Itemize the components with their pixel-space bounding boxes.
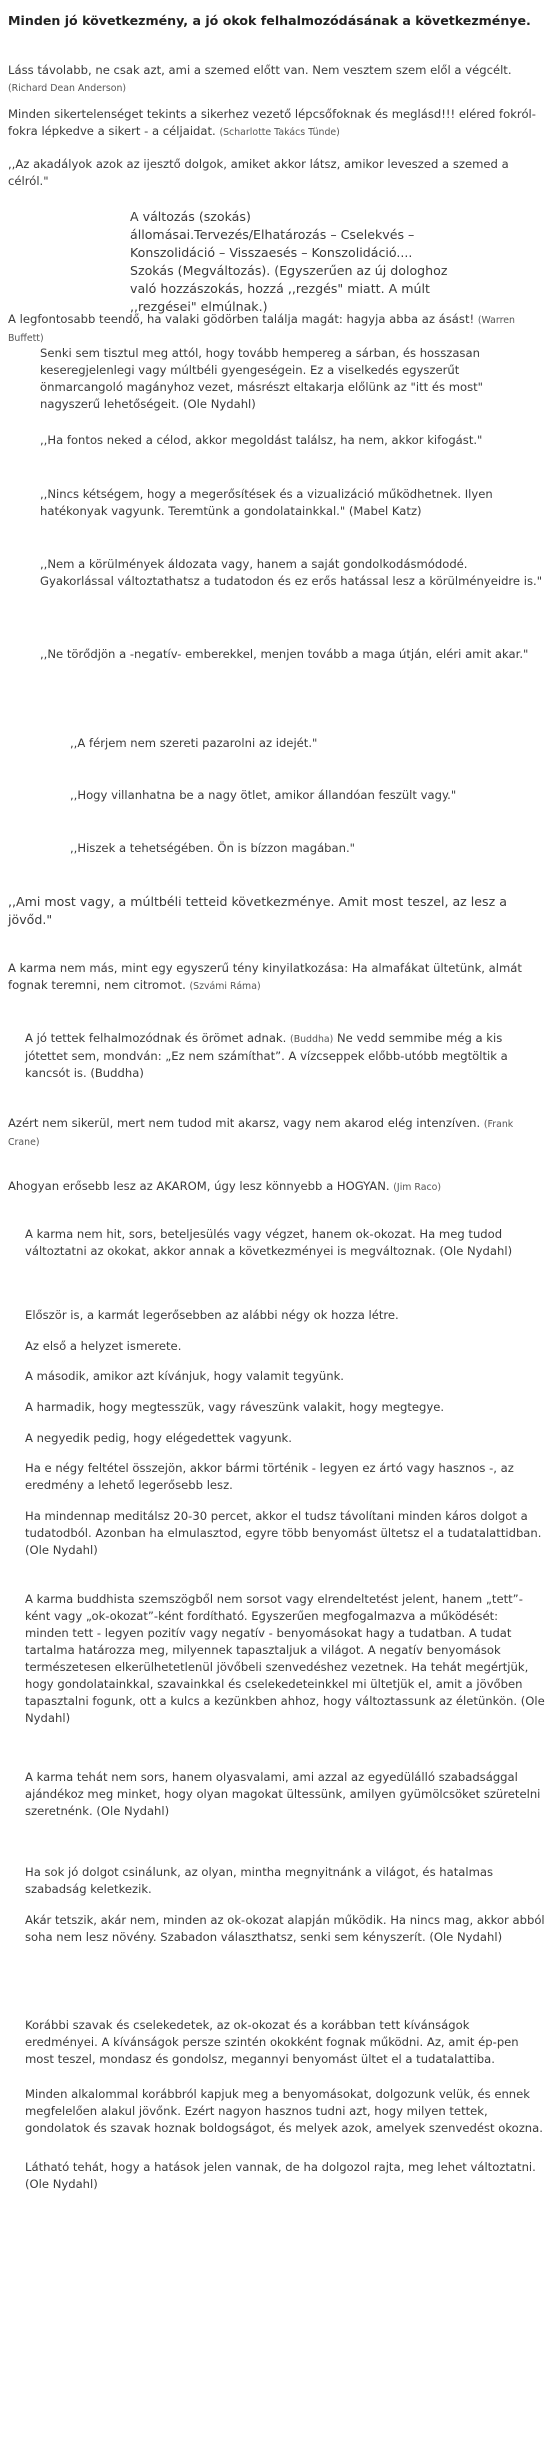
- quote-source: (Jim Raco): [393, 1182, 442, 1193]
- quote-19: A karma nem hit, sors, beteljesülés vagy végzet, hanem ok-okozat. Ha meg tudod változtatni az okokat, akkor annak a következményei is megváltoznak. (Ole Nydahl): [25, 1227, 513, 1258]
- quote-16: [25, 1030, 545, 1082]
- quote-text-continued: Ne vedd semmibe még a kis jótettet sem, mondván: „Ez nem számíthat”. A vízcseppek előbb-utóbb megtöltik a kancsót is. (Buddha): [25, 1031, 508, 1080]
- quote-source: (Richard Dean Anderson): [8, 83, 127, 94]
- quote-text: Láss távolabb, ne csak azt, ami a szemed előtt van. Nem vesztem szem elől a végcélt.: [8, 63, 512, 77]
- quote-12: ,,Hogy villanhatna be a nagy ötlet, amikor állandóan feszült vagy.": [70, 788, 457, 802]
- karma-conditions: Ha e négy feltétel összejön, akkor bármi történik - legyen ez ártó vagy hasznos -, az eredmény a lehető legerősebb lesz.: [25, 1461, 514, 1492]
- quote-7: ,,Ha fontos neked a célod, akkor megoldást találsz, ha nem, akkor kifogást.": [40, 433, 483, 447]
- quote-8: ,,Nincs kétségem, hogy a megerősítések és a vizualizáció működhetnek. Ilyen hatékonyak vagyunk. Teremtünk a gondolatainkkal." (Mabel Katz): [40, 487, 493, 518]
- quote-text: Ahogyan erősebb lesz az AKAROM, úgy lesz könnyebb a HOGYAN.: [8, 1179, 390, 1193]
- quote-text: Azért nem sikerül, mert nem tudod mit akarsz, vagy nem akarod elég intenzíven.: [8, 1116, 481, 1130]
- quote-15: [8, 960, 543, 995]
- quote-source: (Warren Buffett): [8, 315, 515, 344]
- quote-17: [8, 1115, 543, 1151]
- karma-cause-4: A negyedik pedig, hogy elégedettek vagyunk.: [25, 1431, 292, 1445]
- quote-5: [8, 311, 548, 347]
- quote-text: A legfontosabb teendő, ha valaki gödörben találja magát: hagyja abba az ásást!: [8, 312, 475, 326]
- karma-change: Látható tehát, hogy a hatások jelen vannak, de ha dolgozol rajta, meg lehet változtatni. (Ole Nydahl): [25, 2160, 536, 2191]
- quote-18: [8, 1178, 543, 1196]
- karma-cause-3: A harmadik, hogy megtesszük, vagy ráveszünk valakit, hogy megtegye.: [25, 1400, 445, 1414]
- karma-freedom: A karma tehát nem sors, hanem olyasvalami, ami azzal az egyedülálló szabadsággal ajándékoz meg minket, hogy olyan magokat ültessünk, amilyen gyümölcsöket szüretelni szeretnénk. (Ole Nydahl): [25, 1770, 541, 1818]
- quote-source: (Frank Crane): [8, 1119, 514, 1148]
- karma-intro: Először is, a karmát legerősebben az alábbi négy ok hozza létre.: [25, 1308, 399, 1322]
- quote-1: [8, 62, 528, 97]
- quote-2: [8, 106, 538, 141]
- quote-text: A karma nem más, mint egy egyszerű tény kinyilatkozása: Ha almafákat ültetünk, almát fognak teremni, nem citromot.: [8, 961, 522, 992]
- karma-good-deeds: Ha sok jó dolgot csinálunk, az olyan, mintha megnyitnánk a világot, és hatalmas szabadság keletkezik.: [25, 1865, 494, 1896]
- karma-cause-effect: Akár tetszik, akár nem, minden az ok-okozat alapján működik. Ha nincs mag, akkor abból soha nem lesz növény. Szabadon választhatsz, senki sem kényszerít. (Ole Nydahl): [25, 1913, 545, 1944]
- karma-meditation: Ha mindennap meditálsz 20-30 percet, akkor el tudsz távolítani minden káros dolgot a tudatodból. Azonban ha elmulasztod, egyre több benyomást ültetsz el a tudatalattidban. (Ole Nydahl): [25, 1509, 542, 1557]
- quote-11: ,,A férjem nem szereti pazarolni az idejét.": [70, 736, 318, 750]
- karma-impressions: Minden alkalommal korábbról kapjuk meg a benyomásokat, dolgozunk velük, és ennek megfelelően alakul jövőnk. Ezért nagyon hasznos tudni azt, hogy milyen tettek, gondolatok és szavak hoznak boldogságot, és melyek azok, amelyek szenvedést okozna.: [25, 2087, 543, 2135]
- karma-cause-1: Az első a helyzet ismerete.: [25, 1339, 182, 1353]
- quote-6: Senki sem tisztul meg attól, hogy tovább hempereg a sárban, és hosszasan keseregjelenlegi vagy múltbéli gyengeségein. Ez a viselkedés egyszerűt önmarcangoló magányhoz vezet, másrészt eltakarja előlünk az "itt és most" nagyszerű lehetőségeit. (Ole Nydahl): [40, 346, 484, 411]
- karma-buddhist-view: A karma buddhista szemszögből nem sorsot vagy elrendeltetést jelent, hanem „tett”-ként vagy „ok-okozat”-ként fordítható. Egyszerűen megfogalmazva a működését: minden tett - legyen pozitív vagy negatív - benyomásokat hagy a tudatban. A tudat tartalma határozza meg, milyennek tapasztaljuk a világot. A negatív benyomások természetesen elkerülhetetlenül jövőbeli szenvedéshez vezetnek. Ha tehát megértjük, hogy gondolatainkkal, szavainkkal és cselekedeteinkkel mi ültetjük el, amit a jövőben tapasztalni fogunk, ott a kulcs a kezünkben ahhoz, hogy változtassunk az életünkön. (Ole Nydahl): [25, 1592, 545, 1725]
- karma-past-actions: Korábbi szavak és cselekedetek, az ok-okozat és a korábban tett kívánságok eredményei. A kívánságok persze szintén okokként fognak működni. Az, amit ép-pen most teszel, mondasz és gondolsz, megannyi benyomást ültet el a tudatalattiba.: [25, 2018, 519, 2066]
- karma-cause-2: A második, amikor azt kívánjuk, hogy valamit tegyünk.: [25, 1369, 344, 1383]
- quote-14: ,,Ami most vagy, a múltbéli tetteid következménye. Amit most teszel, az lesz a jövőd.": [8, 894, 507, 927]
- quote-source: (Szvámi Ráma): [189, 981, 261, 992]
- quote-source: (Buddha): [290, 1034, 334, 1045]
- quote-10: ,,Ne törődjön a -negatív- emberekkel, menjen tovább a maga útján, eléri amit akar.": [40, 647, 529, 661]
- quote-4: A változás (szokás) állomásai.Tervezés/Elhatározás – Cselekvés – Konszolidáció – Visszaesés – Konszolidáció.... Szokás (Megváltozás). (Egyszerűen az új dologhoz való hozzászokás, hozzá ,,rezgés" miatt. A múlt ,,rezgései" elmúlnak.): [130, 209, 448, 314]
- quote-text: A jó tettek felhalmozódnak és örömet adnak.: [25, 1031, 287, 1045]
- quote-text: Minden sikertelenséget tekints a sikerhez vezető lépcsőfoknak és meglásd!!! eléred fokról-fokra lépkedve a sikert - a céljaidat.: [8, 107, 536, 138]
- quote-9: ,,Nem a körülmények áldozata vagy, hanem a saját gondolkodásmódodé. Gyakorlással változtathatsz a tudatodon és ez erős hatással lesz a körülményeidre is.": [40, 557, 543, 588]
- quote-13: ,,Hiszek a tehetségében. Ön is bízzon magában.": [70, 841, 356, 855]
- page-title: Minden jó következmény, a jó okok felhalmozódásának a következménye.: [8, 13, 531, 28]
- quote-3: ,,Az akadályok azok az ijesztő dolgok, amiket akkor látsz, amikor leveszed a szemed a célról.": [8, 157, 509, 188]
- quote-source: (Scharlotte Takács Tünde): [219, 127, 340, 138]
